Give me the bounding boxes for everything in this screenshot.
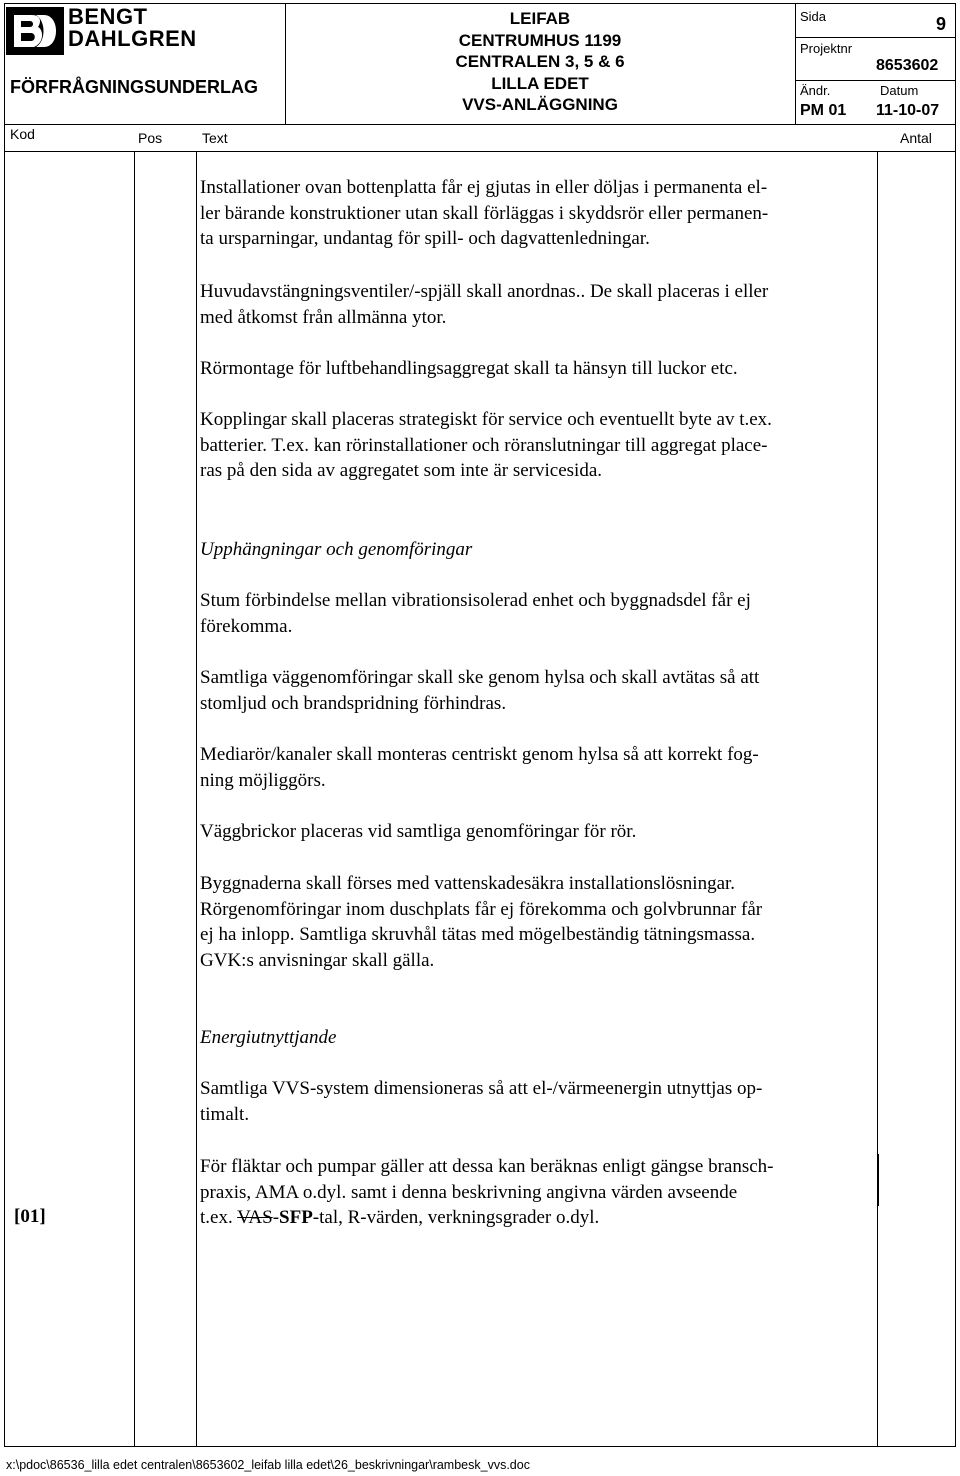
text-line: Kopplingar skall placeras strategiskt för service och eventuellt byte av t.ex. (200, 409, 772, 430)
title-line: LEIFAB (509, 9, 571, 28)
text-line: Installationer ovan bottenplatta får ej gjutas in eller döljas i permanenta el- (200, 177, 768, 198)
text-line: batterier. T.ex. kan rörinstallationer och röranslutningar till aggregat place- (200, 434, 768, 456)
document-type: FÖRFRÅGNINGSUNDERLAG (10, 77, 258, 97)
pos-column-divider (196, 151, 197, 1447)
heading-energiutnyttjande: Energiutnyttjande (200, 1027, 337, 1048)
andr-label: Ändr. (800, 83, 831, 98)
text-fragment: t.ex. (200, 1207, 238, 1229)
title-line: VVS-ANLÄGGNING (462, 95, 618, 114)
header-right-border (955, 3, 956, 125)
text-line: timalt. (200, 1103, 250, 1125)
text-line: praxis, AMA o.dyl. samt i denna beskrivning angivna värden avseende (200, 1181, 738, 1203)
datum-label: Datum (880, 83, 919, 98)
paragraph-vvs-system (200, 1076, 880, 1127)
struck-text: VAS (237, 1207, 273, 1229)
text-line: ta ursparningar, undantag för spill- och dagvattenledningar. (200, 228, 650, 250)
text-line: Byggnaderna skall förses med vattenskadesäkra installationslösningar. (200, 873, 736, 894)
text-line: ej ha inlopp. Samtliga skruvhål tätas med mögelbeständig tätningsmassa. (200, 924, 756, 946)
datum-value: 11-10-07 (876, 102, 940, 119)
text-line: stomljud och brandspridning förhindras. (200, 692, 507, 714)
heading-upphangningar: Upphängningar och genomföringar (200, 539, 473, 560)
paragraph-huvudavstangning (200, 279, 880, 330)
paragraph-stum-forbindelse (200, 588, 880, 639)
table-left-border (4, 124, 5, 1447)
text-line: ning möjliggörs. (200, 769, 326, 791)
file-path-footer: x:\pdoc\86536_lilla edet centralen\8653602_leifab lilla edet\26_beskrivningar\rambesk_vvs.doc (6, 1458, 530, 1472)
text-line: Huvudavstängningsventiler/-spjäll skall anordnas.. De skall placeras i eller (200, 281, 769, 302)
text-fragment: - (272, 1207, 280, 1229)
header-bottom-border (4, 124, 956, 125)
paragraph-vaggbrickor (200, 819, 880, 845)
header-meta-divider (796, 37, 956, 38)
text-line: Stum förbindelse mellan vibrationsisolerad enhet och byggnadsdel får ej (200, 590, 751, 611)
column-pos: Pos (138, 130, 163, 146)
andr-value: PM 01 (800, 102, 847, 119)
text-line: GVK:s anvisningar skall gälla. (200, 950, 435, 972)
bold-text: SFP (279, 1207, 313, 1229)
text-line: Samtliga VVS-system dimensioneras så att el-/värmeenergin utnyttjas op- (200, 1078, 763, 1099)
sida-label: Sida (800, 9, 827, 24)
paragraph-mediaror (200, 742, 880, 793)
company-logo-icon (6, 7, 64, 55)
paragraph-vaggenomforingar (200, 665, 880, 716)
text-line: För fläktar och pumpar gäller att dessa kan beräknas enligt gängse bransch- (200, 1156, 774, 1177)
projektnr-label: Projektnr (800, 41, 853, 56)
projektnr-value: 8653602 (876, 57, 939, 74)
column-text: Text (202, 130, 228, 146)
title-line: CENTRUMHUS 1199 (458, 30, 622, 50)
text-line: Rörgenomföringar inom duschplats får ej förekomma och golvbrunnar får (200, 898, 763, 920)
paragraph-rormontage (200, 356, 880, 382)
title-line: LILLA EDET (491, 73, 589, 93)
revision-bar (877, 1154, 879, 1206)
kod-column-divider (134, 151, 135, 1447)
table-bottom-border (4, 1446, 956, 1447)
sida-value: 9 (936, 14, 947, 34)
table-header-border (4, 151, 956, 152)
logo-line-1: BENGT (68, 4, 148, 29)
header-meta-divider-2 (796, 80, 956, 81)
project-title (286, 8, 794, 116)
paragraph-kopplingar (200, 407, 880, 484)
revision-marker: [01] (14, 1206, 46, 1227)
text-line: Rörmontage för luftbehandlingsaggregat skall ta hänsyn till luckor etc. (200, 358, 738, 379)
paragraph-vattenskadesakra (200, 871, 880, 974)
text-line: med åtkomst från allmänna ytor. (200, 306, 447, 328)
column-kod: Kod (10, 126, 35, 142)
text-line: förekomma. (200, 615, 293, 637)
text-line: ras på den sida av aggregatet som inte är servicesida. (200, 460, 603, 482)
table-right-border (955, 124, 956, 1447)
logo-line-2: DAHLGREN (68, 26, 197, 51)
text-fragment: -tal, R-värden, verkningsgrader o.dyl. (312, 1207, 600, 1229)
column-antal: Antal (900, 130, 932, 146)
company-logo-text (68, 6, 197, 50)
text-line: Samtliga väggenomföringar skall ske genom hylsa och skall avtätas så att (200, 667, 760, 688)
antal-column-divider (877, 151, 878, 1447)
title-line: CENTRALEN 3, 5 & 6 (455, 52, 625, 71)
paragraph-flaktar-pumpar (200, 1154, 880, 1231)
text-line (200, 1205, 880, 1231)
text-line: Mediarör/kanaler skall monteras centriskt genom hylsa så att korrekt fog- (200, 744, 759, 765)
text-line: Väggbrickor placeras vid samtliga genomföringar för rör. (200, 821, 637, 842)
header-left-border (4, 3, 5, 125)
header-divider-2 (795, 3, 796, 125)
text-line: ler bärande konstruktioner utan skall förläggas i skyddsrör eller permanen- (200, 202, 769, 224)
paragraph-installationer (200, 175, 880, 252)
